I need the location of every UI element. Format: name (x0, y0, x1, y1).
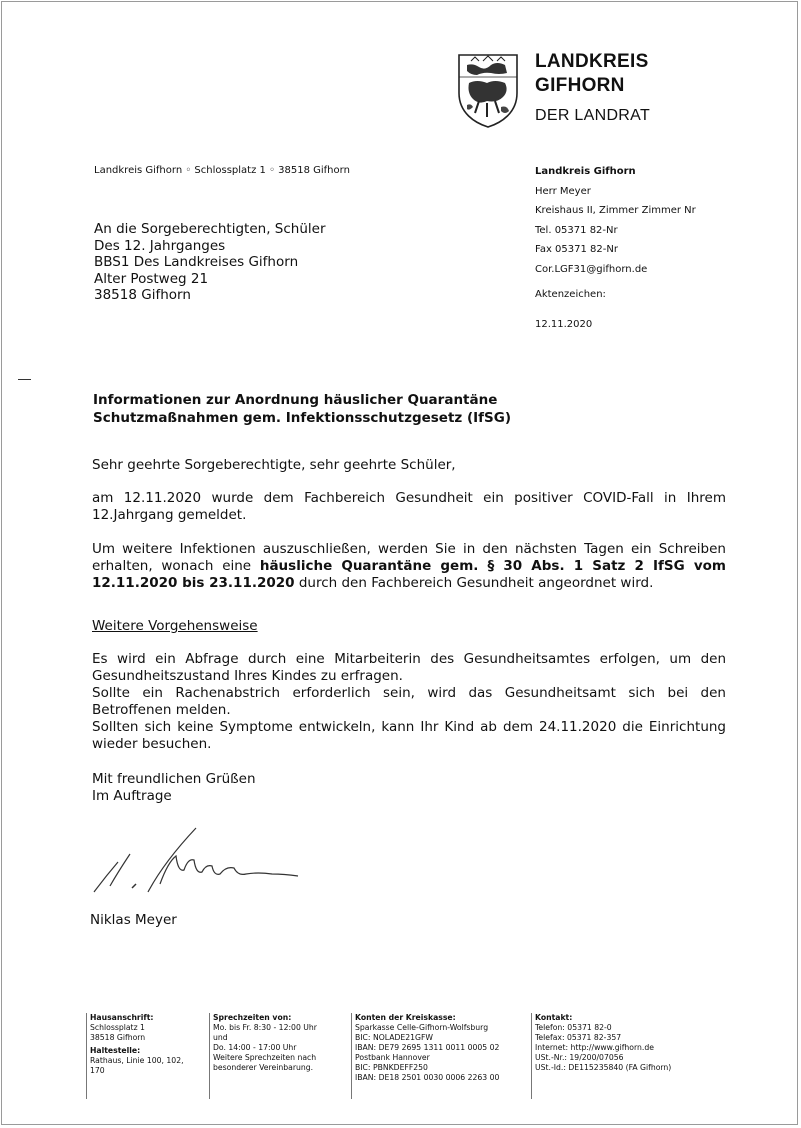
contact-name: Herr Meyer (535, 185, 591, 197)
footer-line: und (213, 1033, 228, 1042)
org-subtitle: DER LANDRAT (535, 107, 651, 124)
footer-contact-column (531, 1013, 705, 1099)
footer-line: USt.-Id.: DE115235840 (FA Gifhorn) (535, 1063, 672, 1072)
footer-title: Haltestelle: (90, 1046, 141, 1055)
fold-mark (18, 379, 31, 380)
footer-line: Internet: http://www.gifhorn.de (535, 1043, 654, 1052)
footer-line: Sparkasse Celle-Gifhorn-Wolfsburg (355, 1023, 489, 1032)
paragraph: Sollten sich keine Symptome entwickeln, kann Ihr Kind ab dem 24.11.2020 die Einrichtung wieder besuchen. (92, 719, 726, 752)
footer-line: besonderer Vereinbarung. (213, 1063, 314, 1072)
footer-line: BIC: PBNKDEFF250 (355, 1063, 428, 1072)
footer-line: BIC: NOLADE21GFW (355, 1033, 434, 1042)
coat-of-arms-logo (457, 53, 519, 129)
footer-line: Do. 14:00 - 17:00 Uhr (213, 1043, 297, 1052)
footer-hours-column (209, 1013, 341, 1099)
paragraph-text: durch den Fachbereich Gesundheit angeordnet wird. (294, 575, 654, 591)
footer-line: IBAN: DE79 2695 1311 0011 0005 02 (355, 1043, 500, 1052)
org-name-line1: LANDKREIS (535, 51, 649, 72)
subject-line: Informationen zur Anordnung häuslicher Quarantäne (93, 392, 498, 408)
letter-body (92, 457, 726, 805)
quarantine-order: häusliche Quarantäne gem. § 30 Abs. 1 Satz 2 IfSG vom 12.11.2020 bis 23.11.2020 (92, 558, 726, 591)
footer-line: Schlossplatz 1 (90, 1023, 145, 1032)
footer-bank-column (351, 1013, 520, 1099)
org-name-line2: GIFHORN (535, 75, 625, 96)
contact-phone: Tel. 05371 82-Nr (535, 224, 618, 236)
sender-return-address: Landkreis Gifhorn ◦ Schlossplatz 1 ◦ 38518 Gifhorn (94, 165, 350, 176)
paragraph-text: Um weitere Infektionen auszuschließen, werden Sie in den nächsten Tagen ein Schreiben erhalten, wonach eine (92, 541, 726, 574)
footer-line: 170 (90, 1066, 105, 1075)
letter-date: 12.11.2020 (535, 319, 593, 330)
paragraph: am 12.11.2020 wurde dem Fachbereich Gesundheit ein positiver COVID-Fall in Ihrem 12.Jahrgang gemeldet. (92, 490, 726, 523)
footer-line: Telefax: 05371 82-357 (535, 1033, 622, 1042)
closing: Mit freundlichen Grüßen (92, 771, 256, 787)
address-line: 38518 Gifhorn (94, 287, 191, 303)
address-line: Alter Postweg 21 (94, 270, 209, 287)
footer-line: 38518 Gifhorn (90, 1033, 146, 1042)
footer-title: Konten der Kreiskasse: (355, 1013, 456, 1022)
footer-line: IBAN: DE18 2501 0030 0006 2263 00 (355, 1073, 500, 1082)
footer-line: Mo. bis Fr. 8:30 - 12:00 Uhr (213, 1023, 317, 1032)
address-line: Des 12. Jahrganges (94, 237, 226, 254)
footer-line: Rathaus, Linie 100, 102, (90, 1056, 184, 1065)
footer-line: Telefon: 05371 82-0 (535, 1023, 612, 1032)
salutation: Sehr geehrte Sorgeberechtigte, sehr geehrte Schüler, (92, 457, 456, 473)
handwritten-signature (88, 822, 308, 900)
address-line: BBS1 Des Landkreises Gifhorn (94, 254, 299, 270)
subject-heading (93, 392, 511, 427)
contact-reference: Aktenzeichen: (535, 289, 606, 300)
contact-block (535, 165, 696, 338)
signer-name: Niklas Meyer (90, 912, 177, 928)
footer-line: Postbank Hannover (355, 1053, 430, 1062)
footer-line: USt.-Nr.: 19/200/07056 (535, 1053, 624, 1062)
closing-on-behalf: Im Auftrage (92, 788, 172, 804)
letter-footer (0, 1013, 801, 1113)
section-heading: Weitere Vorgehensweise (92, 618, 258, 634)
contact-org: Landkreis Gifhorn (535, 166, 636, 177)
paragraph: Sollte ein Rachenabstrich erforderlich sein, wird das Gesundheitsamt sich bei den Betroffenen melden. (92, 685, 726, 718)
paragraph: Es wird ein Abfrage durch eine Mitarbeiterin des Gesundheitsamtes erfolgen, um den Gesundheitszustand Ihres Kindes zu erfragen. (92, 651, 726, 684)
recipient-address (94, 221, 326, 304)
footer-title: Hausanschrift: (90, 1013, 154, 1022)
subject-line: Schutzmaßnahmen gem. Infektionsschutzgesetz (IfSG) (93, 409, 511, 426)
contact-room: Kreishaus II, Zimmer Zimmer Nr (535, 205, 696, 216)
footer-address-column (86, 1013, 200, 1099)
footer-title: Sprechzeiten von: (213, 1013, 292, 1022)
contact-fax: Fax 05371 82-Nr (535, 244, 618, 255)
footer-line: Weitere Sprechzeiten nach (213, 1053, 317, 1062)
address-line: An die Sorgeberechtigten, Schüler (94, 221, 326, 237)
paragraph-quarantine (92, 541, 726, 592)
contact-email: Cor.LGF31@gifhorn.de (535, 263, 648, 275)
footer-title: Kontakt: (535, 1013, 573, 1022)
